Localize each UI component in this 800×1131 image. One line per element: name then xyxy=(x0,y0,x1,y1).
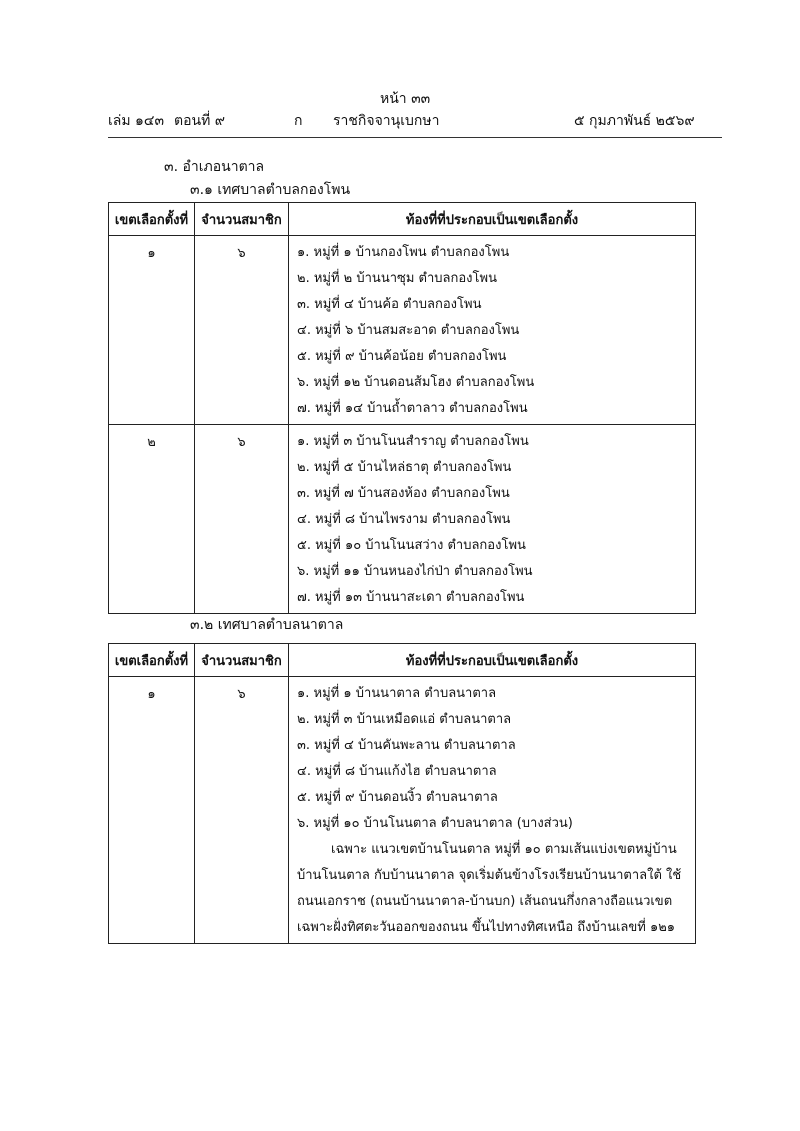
list-item: ๓. หมู่ที่ ๗ บ้านสองห้อง ตำบลกองโพน xyxy=(297,486,510,501)
table-header-row xyxy=(109,644,696,677)
election-zone-table-1 xyxy=(108,202,696,614)
member-count: ๖ xyxy=(195,677,289,944)
list-item: ๕. หมู่ที่ ๙ บ้านดอนงิ้ว ตำบลนาตาล xyxy=(297,790,498,805)
municipality-heading-1: ๓.๑ เทศบาลตำบลกองโพน xyxy=(190,182,351,198)
municipality-heading-2: ๓.๒ เทศบาลตำบลนาตาล xyxy=(190,617,344,633)
zone-areas xyxy=(289,425,696,614)
col-header-zone: เขตเลือกตั้งที่ xyxy=(109,203,195,236)
list-item: ๓. หมู่ที่ ๔ บ้านคันพะลาน ตำบลนาตาล xyxy=(297,738,516,753)
table-row xyxy=(109,425,696,614)
list-item: ๑. หมู่ที่ ๓ บ้านโนนสำราญ ตำบลกองโพน xyxy=(297,434,529,449)
list-item: ๖. หมู่ที่ ๑๑ บ้านหนองไก่ป่า ตำบลกองโพน xyxy=(297,564,533,579)
table-header-row xyxy=(109,203,696,236)
list-item: ๕. หมู่ที่ ๑๐ บ้านโนนสว่าง ตำบลกองโพน xyxy=(297,538,526,553)
list-item: ๒. หมู่ที่ ๒ บ้านนาซุม ตำบลกองโพน xyxy=(297,271,497,286)
zone-number: ๒ xyxy=(109,425,195,614)
publish-date: ๕ กุมภาพันธ์ ๒๕๖๙ xyxy=(574,113,695,129)
volume-label: เล่ม ๑๔๓ xyxy=(108,113,165,129)
list-item: ๖. หมู่ที่ ๑๐ บ้านโนนตาล ตำบลนาตาล (บางส่วน) xyxy=(297,816,573,831)
col-header-areas: ท้องที่ที่ประกอบเป็นเขตเลือกตั้ง xyxy=(289,203,696,236)
member-count: ๖ xyxy=(195,425,289,614)
list-item: ๒. หมู่ที่ ๓ บ้านเหมือดแอ่ ตำบลนาตาล xyxy=(297,712,512,727)
gazette-header xyxy=(108,110,728,134)
list-item: ๔. หมู่ที่ ๘ บ้านไพรงาม ตำบลกองโพน xyxy=(297,512,511,527)
list-item: ๖. หมู่ที่ ๑๒ บ้านดอนส้มโฮง ตำบลกองโพน xyxy=(297,375,535,390)
district-heading: ๓. อำเภอนาตาล xyxy=(164,159,265,175)
zone-areas xyxy=(289,236,696,425)
list-item: ๗. หมู่ที่ ๑๓ บ้านนาสะเดา ตำบลกองโพน xyxy=(297,590,525,605)
member-count: ๖ xyxy=(195,236,289,425)
election-zone-table-2 xyxy=(108,643,696,944)
list-item: ๓. หมู่ที่ ๔ บ้านค้อ ตำบลกองโพน xyxy=(297,297,482,312)
zone-number: ๑ xyxy=(109,677,195,944)
list-item: ๕. หมู่ที่ ๙ บ้านค้อน้อย ตำบลกองโพน xyxy=(297,349,507,364)
boundary-note: เฉพาะ แนวเขตบ้านโนนตาล หมู่ที่ ๑๐ ตามเส้นแบ่งเขตหมู่บ้าน บ้านโนนตาล กับบ้านนาตาล จุดเริ่มต้นข้างโรงเรียนบ้านนาตาลใต้ ใช้ถนนเอกราช (ถนนบ้านนาตาล-บ้านบก) เส้นถนนกึ่งกลางถือแนวเขต เฉพาะฝั่งทิศตะวันออกของถนน ขึ้นไปทางทิศเหนือ ถึงบ้านเลขที่ ๑๒๑ xyxy=(297,842,682,935)
zone-number: ๑ xyxy=(109,236,195,425)
gazette-title: ราชกิจจานุเบกษา xyxy=(333,113,440,129)
page-number: หน้า ๓๓ xyxy=(380,91,431,107)
table-row xyxy=(109,236,696,425)
list-item: ๑. หมู่ที่ ๑ บ้านกองโพน ตำบลกองโพน xyxy=(297,245,510,260)
table-row xyxy=(109,677,696,944)
list-item: ๔. หมู่ที่ ๖ บ้านสมสะอาด ตำบลกองโพน xyxy=(297,323,520,338)
col-header-members: จำนวนสมาชิก xyxy=(195,644,289,677)
list-item: ๑. หมู่ที่ ๑ บ้านนาตาล ตำบลนาตาล xyxy=(297,686,497,701)
section-letter: ก xyxy=(294,113,303,129)
col-header-areas: ท้องที่ที่ประกอบเป็นเขตเลือกตั้ง xyxy=(289,644,696,677)
header-divider xyxy=(108,137,722,138)
col-header-zone: เขตเลือกตั้งที่ xyxy=(109,644,195,677)
list-item: ๗. หมู่ที่ ๑๔ บ้านถ้ำตาลาว ตำบลกองโพน xyxy=(297,401,528,416)
list-item: ๒. หมู่ที่ ๕ บ้านไหล่ธาตุ ตำบลกองโพน xyxy=(297,460,512,475)
col-header-members: จำนวนสมาชิก xyxy=(195,203,289,236)
list-item: ๔. หมู่ที่ ๘ บ้านแก้งไฮ ตำบลนาตาล xyxy=(297,764,497,779)
section-label: ตอนที่ ๙ xyxy=(174,113,226,129)
zone-areas xyxy=(289,677,696,944)
